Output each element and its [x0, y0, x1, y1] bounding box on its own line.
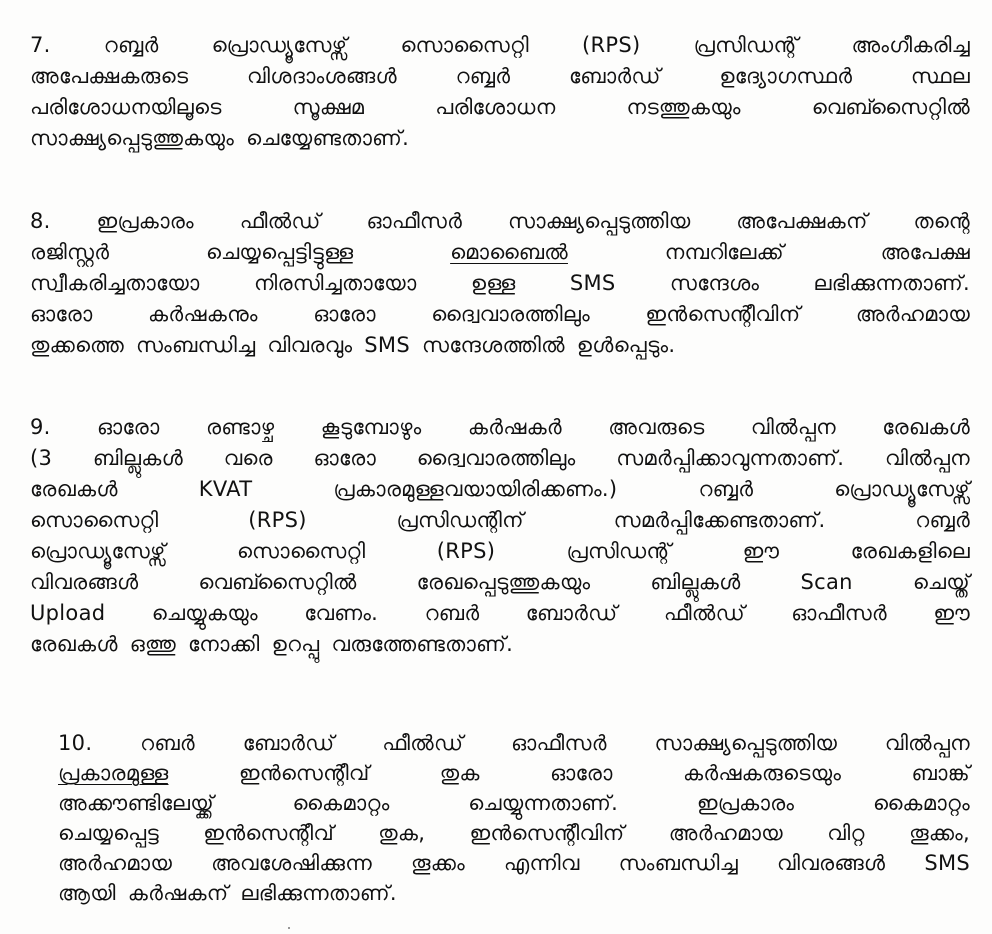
- paragraph-8: [30, 206, 970, 361]
- word: സൂക്ഷമ: [292, 95, 365, 119]
- word: ഇൻസെന്റീവ്: [238, 761, 370, 785]
- word: നടത്തുകയും: [626, 95, 741, 119]
- word: (3: [30, 446, 53, 470]
- word: അംഗീകരിച്ച: [851, 33, 970, 57]
- word: ഓഫീസർ: [791, 601, 887, 625]
- text-line: [58, 788, 970, 818]
- word: സാക്ഷ്യപ്പെടുത്തിയ: [654, 731, 838, 755]
- text-line: [30, 536, 970, 567]
- text-line: [30, 567, 970, 598]
- word: ഇപ്രകാരം: [696, 791, 795, 815]
- word: പ്രകാരമുള്ള: [58, 761, 169, 785]
- word: SMS: [364, 333, 410, 357]
- word: വെബ്സൈറ്റിൽ: [198, 570, 357, 594]
- word: 9.: [30, 415, 51, 439]
- word: തൂക്കം: [411, 851, 465, 875]
- word: വിൽപ്പന: [750, 415, 836, 439]
- word: വരെ: [223, 446, 273, 470]
- word: ഉദ്യോഗസ്ഥർ: [719, 64, 853, 88]
- word: രേഖകൾ: [30, 477, 118, 501]
- word: വരുത്തേണ്ടതാണ്.: [331, 632, 514, 656]
- word: പരിശോധനയിലൂടെ: [30, 95, 222, 119]
- word: റബ്ബർ: [103, 33, 159, 57]
- word: വിശദാംശങ്ങൾ: [246, 64, 397, 88]
- text-line: [30, 299, 970, 330]
- text-line: [58, 728, 970, 758]
- word: ഓഫീസർ: [511, 731, 607, 755]
- word: വേണം.: [304, 601, 379, 625]
- word: സൊസൈറ്റി: [30, 508, 159, 532]
- word: രേഖപ്പെടുത്തുകയും: [416, 570, 591, 594]
- word: ചെയ്ത്: [912, 570, 970, 594]
- text-line: [30, 330, 970, 361]
- word: ഓഫീസർ: [366, 209, 463, 233]
- word: വിൽപ്പന: [884, 446, 970, 470]
- text-line: [58, 758, 970, 788]
- scan-speck: [288, 927, 290, 929]
- word: സമർപ്പിക്കേണ്ടതാണ്.: [613, 508, 826, 532]
- word: അപേക്ഷകരുടെ: [30, 64, 189, 88]
- word: ഈ: [933, 601, 970, 625]
- word: അർഹമായ: [855, 302, 970, 326]
- word: Scan: [800, 570, 853, 594]
- word: പ്രകാരമുള്ളവയായിരിക്കണം.): [333, 477, 618, 501]
- text-line: [30, 598, 970, 629]
- word: ഉള്ള: [470, 271, 516, 295]
- word: ഫീൽഡ്: [382, 731, 464, 755]
- word: അപേക്ഷ: [880, 240, 970, 264]
- word: (RPS): [582, 33, 641, 57]
- word: തുക: [439, 761, 480, 785]
- word: ബില്ലുകൾ: [92, 446, 183, 470]
- word: കൈമാറ്റം: [292, 791, 390, 815]
- word: അപേക്ഷകന്: [736, 209, 868, 233]
- word: വെബ്സൈറ്റിൽ: [811, 95, 970, 119]
- word: പരിശോധന: [435, 95, 556, 119]
- word: ഓരോ: [30, 302, 93, 326]
- word: റബ്ബർ: [698, 477, 754, 501]
- word: മൊബൈൽ: [450, 240, 568, 264]
- word: തന്റെ: [913, 209, 970, 233]
- text-line: [58, 878, 970, 908]
- word: ഓരോ: [313, 302, 376, 326]
- word: (RPS): [248, 508, 307, 532]
- word: ബോർഡ്: [568, 64, 661, 88]
- word: സ്വീകരിച്ചതായോ: [30, 271, 200, 295]
- text-line: [30, 206, 970, 237]
- word: SMS: [924, 851, 970, 875]
- word: റബർ: [140, 731, 195, 755]
- word: അക്കൗണ്ടിലേയ്ക്ക്: [58, 791, 214, 815]
- word: ഓരോ: [550, 761, 613, 785]
- word: Upload: [30, 601, 106, 625]
- word: എന്നിവ: [503, 851, 580, 875]
- word: സൊസൈറ്റി: [237, 539, 366, 563]
- text-line: [30, 237, 970, 268]
- word: 10.: [58, 731, 93, 755]
- word: കർഷകനും: [148, 302, 258, 326]
- word: അർഹമായ: [58, 851, 173, 875]
- word: വിവരങ്ങൾ: [30, 570, 139, 594]
- word: നിരസിച്ചതായോ: [253, 271, 417, 295]
- word: ബോർഡ്: [525, 601, 618, 625]
- word: വിറ്റ: [827, 821, 865, 845]
- word: ഓരോ: [313, 446, 377, 470]
- word: അവശേഷിക്കുന്ന: [211, 851, 372, 875]
- text-line: [30, 268, 970, 299]
- word: തുക്കത്തെ: [30, 333, 124, 357]
- word: കൂടുമ്പോഴും: [320, 415, 422, 439]
- text-line: [30, 474, 970, 505]
- word: ചെയ്യപ്പെട്ട: [58, 821, 159, 845]
- word: തുക,: [378, 821, 426, 845]
- word: അവരുടെ: [608, 415, 705, 439]
- word: ദ്വൈവാരത്തിലും: [416, 446, 576, 470]
- word: ലഭിക്കുന്നതാണ്.: [813, 271, 970, 295]
- word: നമ്പറിലേക്ക്: [664, 240, 784, 264]
- text-line: [58, 818, 970, 848]
- word: ചെയ്യപ്പെട്ടിട്ടുള്ള: [205, 240, 354, 264]
- word: ബോർഡ്: [242, 731, 335, 755]
- word: ആയി: [58, 881, 116, 905]
- paragraph-10: [58, 728, 970, 908]
- word: തൂക്കം,: [909, 821, 970, 845]
- word: സമർപ്പിക്കാവുന്നതാണ്.: [616, 446, 845, 470]
- paragraph-7: [30, 30, 970, 154]
- word: വിവരങ്ങൾ: [776, 851, 886, 875]
- text-line: [30, 61, 970, 92]
- word: റബർ: [424, 601, 480, 625]
- word: സന്ദേശം: [669, 271, 760, 295]
- word: ചെയ്യുകയും: [151, 601, 258, 625]
- word: ബാങ്ക്: [911, 761, 970, 785]
- word: സാക്ഷ്യപ്പെടുത്തിയ: [507, 209, 691, 233]
- word: (RPS): [436, 539, 496, 563]
- word: റബ്ബർ: [455, 64, 511, 88]
- word: സന്ദേശത്തിൽ: [421, 333, 565, 357]
- word: പ്രൊഡ്യൂസേഴ്സ്: [834, 477, 970, 501]
- word: അർഹമായ: [668, 821, 783, 845]
- word: ഇപ്രകാരം: [96, 209, 194, 233]
- word: ഫീൽഡ്: [663, 601, 745, 625]
- word: കർഷകർ: [467, 415, 562, 439]
- word: സാക്ഷ്യപ്പെടുത്തുകയും: [30, 126, 235, 150]
- word: ലഭിക്കുന്നതാണ്.: [240, 881, 397, 905]
- text-line: [30, 629, 970, 660]
- word: ഒത്തു: [129, 632, 176, 656]
- word: രേഖകളിലെ: [850, 539, 970, 563]
- text-line: [30, 505, 970, 536]
- word: സ്ഥല: [910, 64, 970, 88]
- text-line: [30, 30, 970, 61]
- word: പ്രൊഡ്യൂസേഴ്സ്: [30, 539, 166, 563]
- word: സംബന്ധിച്ച: [136, 333, 256, 357]
- text-line: [30, 412, 970, 443]
- word: ഉൾപ്പെടും.: [576, 333, 676, 357]
- word: പ്രൊഡ്യൂസേഴ്സ്: [211, 33, 348, 57]
- word: കർഷകന്: [127, 881, 229, 905]
- word: ചെയ്യേണ്ടതാണ്.: [246, 126, 410, 150]
- word: പ്രസിഡന്റ്: [693, 33, 799, 57]
- word: രജിസ്റ്റർ: [30, 240, 110, 264]
- word: ദ്വൈവാരത്തിലും: [431, 302, 590, 326]
- word: രേഖകൾ: [882, 415, 970, 439]
- word: ചെയ്യുന്നതാണ്.: [468, 791, 619, 815]
- word: പ്രസിഡന്റ്: [566, 539, 672, 563]
- word: ഇൻസെന്റീവിന്: [645, 302, 801, 326]
- word: ബില്ലുകൾ: [650, 570, 741, 594]
- word: ഇൻസെന്റീവ്: [203, 821, 334, 845]
- word: വിൽപ്പന: [884, 731, 970, 755]
- word: കർഷകരുടെയും: [682, 761, 842, 785]
- text-line: [58, 848, 970, 878]
- word: ഇൻസെന്റീവിന്: [469, 821, 625, 845]
- word: SMS: [569, 271, 616, 295]
- word: ഉറപ്പു: [271, 632, 320, 656]
- word: സൊസൈറ്റി: [400, 33, 529, 57]
- word: ഈ: [742, 539, 780, 563]
- word: സംബന്ധിച്ച: [618, 851, 738, 875]
- word: വിവരവും: [267, 333, 353, 357]
- text-line: [30, 123, 970, 154]
- word: നോക്കി: [187, 632, 260, 656]
- word: രണ്ടാഴ്ച: [205, 415, 275, 439]
- word: ഓരോ: [97, 415, 160, 439]
- paragraph-9: [30, 412, 970, 660]
- word: 8.: [30, 209, 51, 233]
- word: റബ്ബർ: [915, 508, 970, 532]
- word: പ്രസിഡന്റിന്: [396, 508, 524, 532]
- text-line: [30, 443, 970, 474]
- word: KVAT: [198, 477, 253, 501]
- word: രേഖകൾ: [30, 632, 118, 656]
- word: 7.: [30, 33, 51, 57]
- text-line: [30, 92, 970, 123]
- word: ഫീൽഡ്: [239, 209, 321, 233]
- word: കൈമാറ്റം: [872, 791, 970, 815]
